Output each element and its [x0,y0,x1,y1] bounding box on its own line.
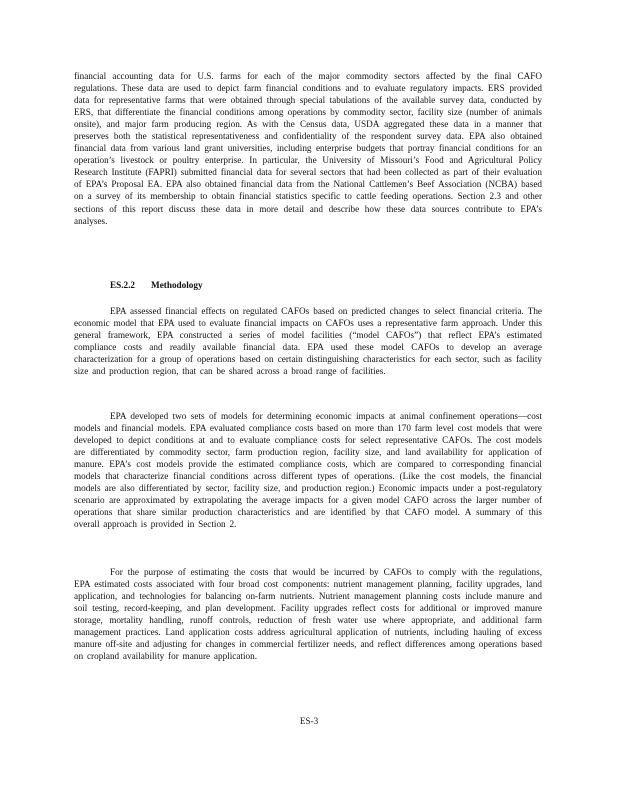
section-title: Methodology [151,280,203,290]
methodology-paragraph-1-block [74,305,542,377]
methodology-paragraph-3-block [74,566,542,662]
section-heading [110,280,203,290]
methodology-paragraph-3: For the purpose of estimating the costs that would be incurred by CAFOs to comply with the regulations, EPA estimated costs associated with four broad cost components: nutrient management planning, facility upgrades, land application, and technologies for balancing on-farm nutrients. Nutrient management planning costs include manure and soil testing, record-keeping, and plan development. Facility upgrades reflect costs for additional or improved manure storage, mortality handling, runoff controls, reduction of fresh water use where appropriate, and additional farm management practices. Land application costs address agricultural application of nutrients, including hauling of excess manure off-site and adjusting for changes in commercial fertilizer needs, and reflect differences among operations based on cropland availability for manure application. [74,567,542,662]
section-number: ES.2.2 [110,280,136,290]
intro-paragraph-block [74,70,542,227]
methodology-paragraph-2-block [74,410,542,530]
methodology-paragraph-2: EPA developed two sets of models for determining economic impacts at animal confinement operations—cost models and financial models. EPA evaluated compliance costs based on more than 170 farm level cost models that were developed to depict conditions at and to evaluate compliance costs for select representative CAFOs. The cost models are differentiated by commodity sector, farm production region, facility size, and land availability for application of manure. EPA’s cost models provide the estimated compliance costs, which are compared to corresponding financial models that characterize financial conditions across different types of operations. (Like the cost models, the financial models are also differentiated by sector, facility size, and production region.) Economic impacts under a post-regulatory scenario are approximated by extrapolating the average impacts for a given model CAFO across the larger number of operations that share similar production characteristics and are identified by that CAFO model. A summary of this overall approach is provided in Section 2. [74,411,542,530]
intro-paragraph: financial accounting data for U.S. farms for each of the major commodity sectors affected by the final CAFO regulations. These data are used to depict farm financial conditions and to evaluate regulatory impacts. ERS provided data for representative farms that were obtained through special tabulations of the available survey data, conducted by ERS, that differentiate the financial conditions among operations by commodity sector, facility size (number of animals onsite), and major farm producing region. As with the Census data, USDA aggregated these data in a manner that preserves both the statistical representativeness and confidentiality of the respondent survey data. EPA also obtained financial data from various land grant universities, including enterprise budgets that portray financial conditions for an operation’s livestock or poultry enterprise. In particular, the University of Missouri’s Food and Agricultural Policy Research Institute (FAPRI) submitted financial data for several sectors that had been collected as part of their evaluation of EPA’s Proposal EA. EPA also obtained financial data from the National Cattlemen’s Beef Association (NCBA) based on a survey of its membership to obtain financial statistics specific to cattle feeding operations. Section 2.3 and other sections of this report discuss these data in more detail and describe how these data sources contribute to EPA’s analyses. [74,71,542,226]
page-number: ES-3 [299,716,319,726]
methodology-paragraph-1: EPA assessed financial effects on regulated CAFOs based on predicted changes to select financial criteria. The economic model that EPA used to evaluate financial impacts on CAFOs uses a representative farm approach. Under this general framework, EPA constructed a series of model facilities (“model CAFOs”) that reflect EPA’s estimated compliance costs and readily available financial data. EPA used these model CAFOs to develop an average characterization for a group of operations based on certain distinguishing characteristics for each sector, such as facility size and production region, that can be shared across a broad range of facilities. [74,306,542,377]
